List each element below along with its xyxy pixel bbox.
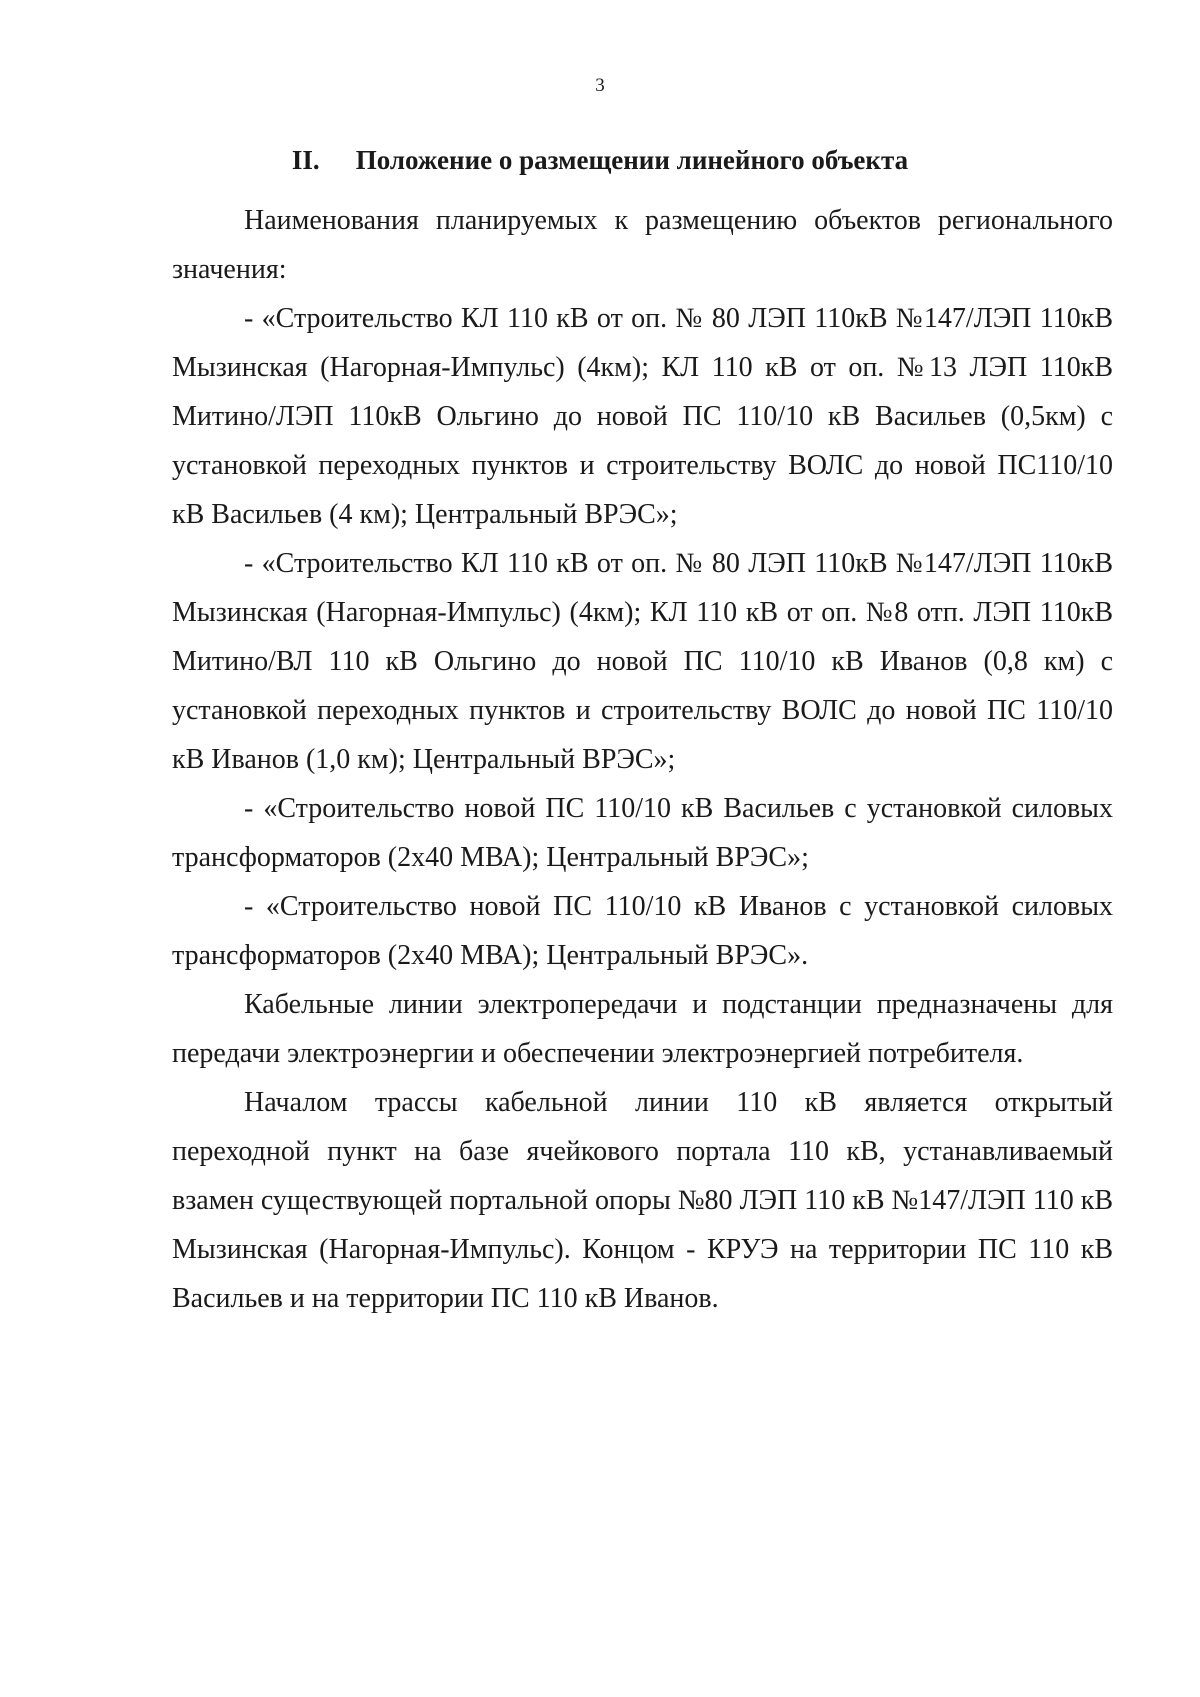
paragraph-item-4: - «Строительство новой ПС 110/10 кВ Иванов с установкой силовых трансформаторов (2х40 МВА); Центральный ВРЭС». bbox=[172, 891, 1113, 971]
paragraph-intro: Наименования планируемых к размещению объектов регионального значения: bbox=[172, 205, 1113, 285]
paragraph-route: Началом трассы кабельной линии 110 кВ является открытый переходной пункт на базе ячейкового портала 110 кВ, устанавливаемый взамен существующей портальной опоры №80 ЛЭП 110 кВ №147/ЛЭП 110 кВ Мызинская (Нагорная-Импульс). Концом - КРУЭ на территории ПС 110 кВ Васильев и на территории ПС 110 кВ Иванов. bbox=[172, 1087, 1113, 1314]
document-body bbox=[172, 196, 1113, 1323]
paragraph-item-3: - «Строительство новой ПС 110/10 кВ Васильев с установкой силовых трансформаторов (2х40 МВА); Центральный ВРЭС»; bbox=[172, 793, 1113, 873]
paragraph-item-2: - «Строительство КЛ 110 кВ от оп. № 80 ЛЭП 110кВ №147/ЛЭП 110кВ Мызинская (Нагорная-Импульс) (4км); КЛ 110 кВ от оп. №8 отп. ЛЭП 110кВ Митино/ВЛ 110 кВ Ольгино до новой ПС 110/10 кВ Иванов (0,8 км) с установкой переходных пунктов и строительству ВОЛС до новой ПС 110/10 кВ Иванов (1,0 км); Центральный ВРЭС»; bbox=[172, 548, 1113, 775]
section-heading bbox=[0, 142, 1200, 178]
paragraph-item-1: - «Строительство КЛ 110 кВ от оп. № 80 ЛЭП 110кВ №147/ЛЭП 110кВ Мызинская (Нагорная-Импульс) (4км); КЛ 110 кВ от оп. №13 ЛЭП 110кВ Митино/ЛЭП 110кВ Ольгино до новой ПС 110/10 кВ Васильев (0,5км) с установкой переходных пунктов и строительству ВОЛС до новой ПС110/10 кВ Васильев (4 км); Центральный ВРЭС»; bbox=[172, 303, 1113, 530]
page-number: 3 bbox=[595, 75, 605, 96]
paragraph-purpose: Кабельные линии электропередачи и подстанции предназначены для передачи электроэнергии и обеспечении электроэнергией потребителя. bbox=[172, 989, 1113, 1069]
section-title: Положение о размещении линейного объекта bbox=[355, 145, 909, 175]
section-number: II. bbox=[291, 145, 320, 175]
